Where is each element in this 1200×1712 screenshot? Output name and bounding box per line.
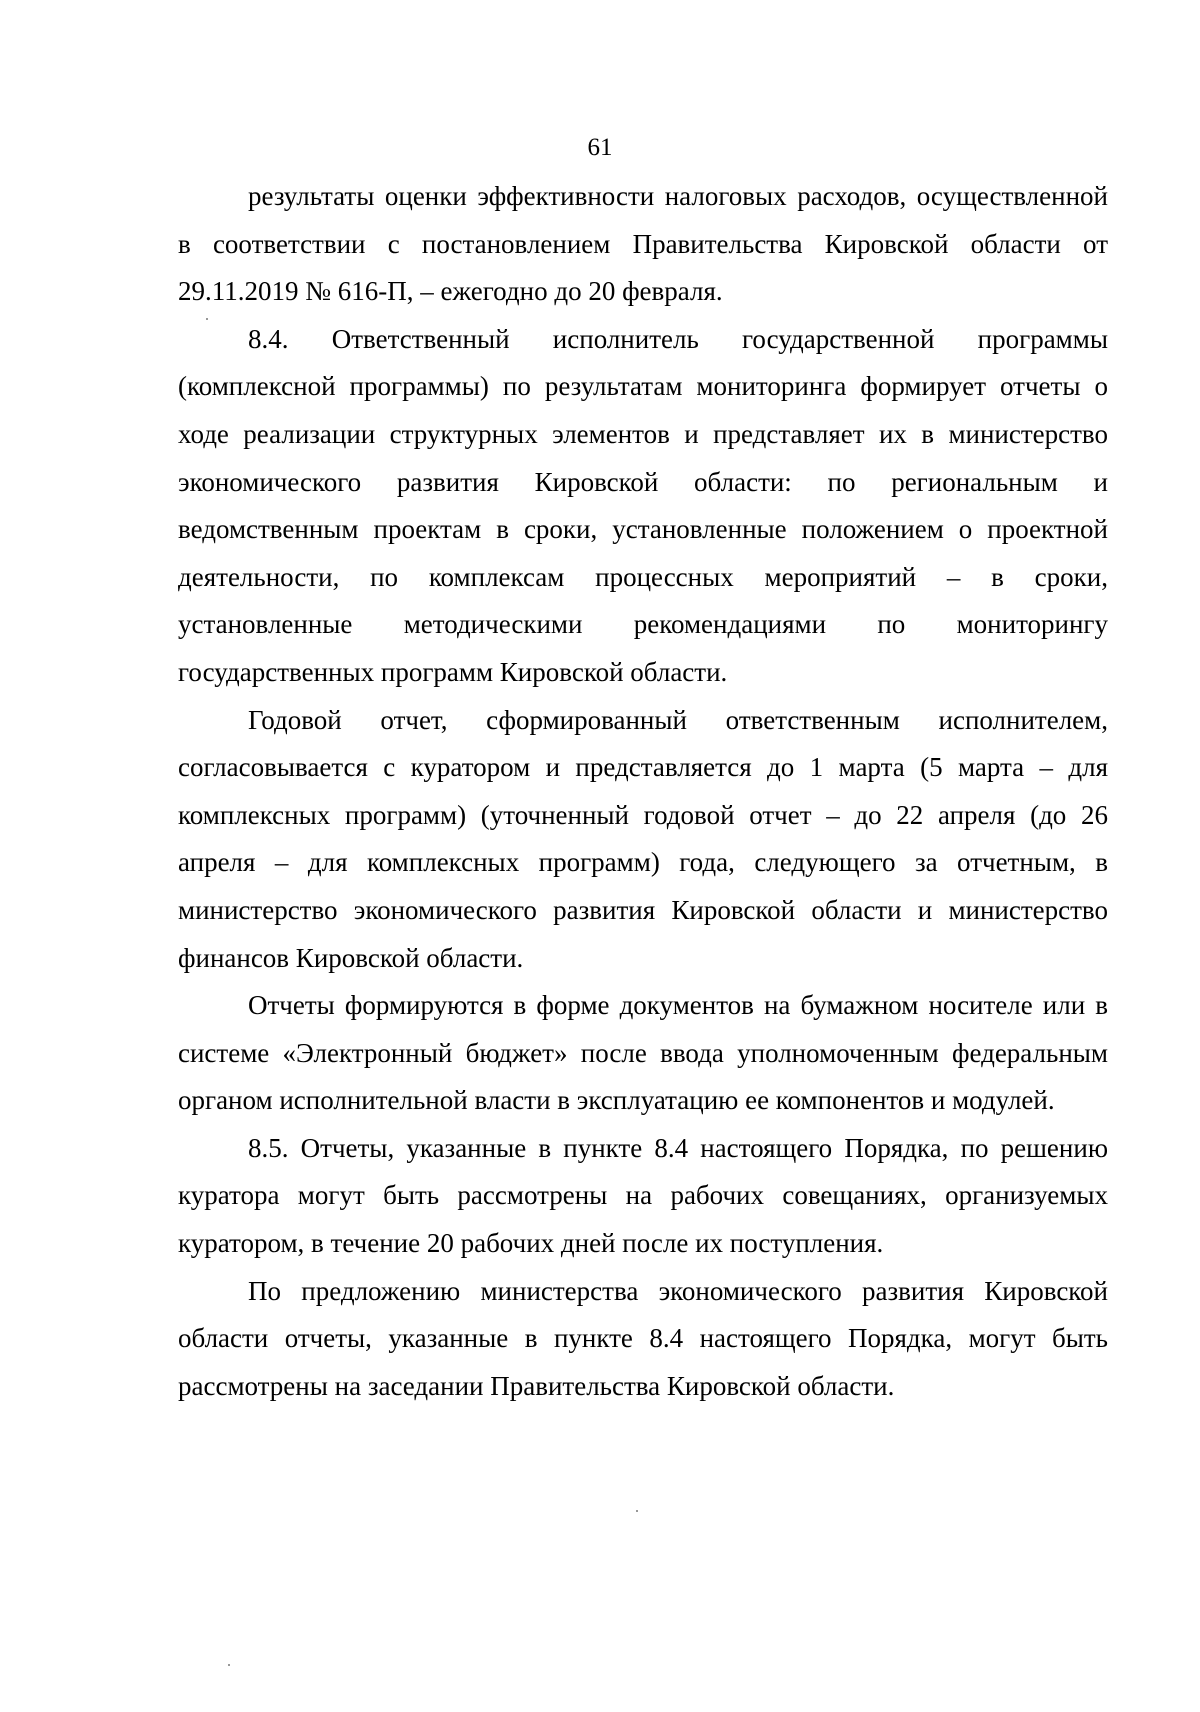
paragraph-annual-report: Годовой отчет, сформированный ответственным исполнителем, согласовывается с куратором и представляется до 1 марта (5 марта – для комплексных программ) (уточненный годовой отчет – до 22 апреля (до 26 апреля – для комплексных программ) года, следующего за отчетным, в министерство экономического развития Кировской области и министерство финансов Кировской области.	[178, 704, 1108, 973]
document-body	[178, 173, 1108, 1410]
paragraph-8-4-monitoring-reports: 8.4. Ответственный исполнитель государственной программы (комплексной программы) по результатам мониторинга формирует отчеты о ходе реализации структурных элементов и представляет их в министерство экономического развития Кировской области: по региональным и ведомственным проектам в сроки, установленные положением о проектной деятельности, по комплексам процессных мероприятий – в сроки, установленные методическими рекомендациями по мониторингу государственных программ Кировской области.	[178, 323, 1108, 687]
paragraph-government-meeting: По предложению министерства экономического развития Кировской области отчеты, указанные в пункте 8.4 настоящего Порядка, могут быть рассмотрены на заседании Правительства Кировской области.	[178, 1275, 1108, 1401]
paragraph-8-5-working-meetings: 8.5. Отчеты, указанные в пункте 8.4 настоящего Порядка, по решению куратора могут быть рассмотрены на рабочих совещаниях, организуемых куратором, в течение 20 рабочих дней после их поступления.	[178, 1132, 1108, 1259]
scan-speck	[636, 1510, 638, 1512]
scan-speck	[206, 318, 208, 320]
paragraph-report-format: Отчеты формируются в форме документов на бумажном носителе или в системе «Электронный бюджет» после ввода уполномоченным федеральным органом исполнительной власти в эксплуатацию ее компонентов и модулей.	[178, 990, 1108, 1116]
page-number: 61	[587, 134, 613, 161]
paragraph-tax-expenditure-results: результаты оценки эффективности налоговых расходов, осуществленной в соответствии с постановлением Правительства Кировской области от 29.11.2019 № 616-П, – ежегодно до 20 февраля.	[178, 181, 1108, 307]
scan-speck	[228, 1664, 230, 1666]
